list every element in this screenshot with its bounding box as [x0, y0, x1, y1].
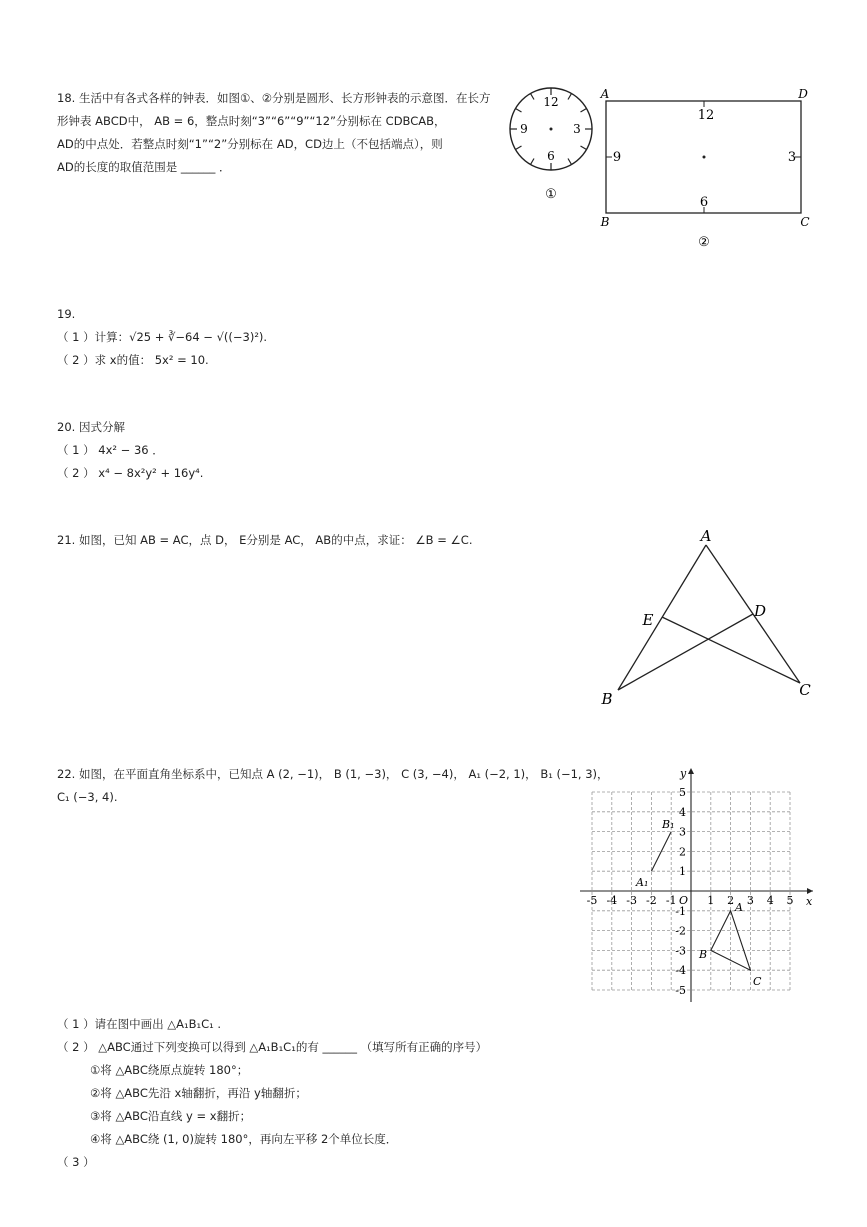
- x-tick-label: -5: [586, 894, 598, 907]
- y-tick-label: -3: [675, 944, 686, 958]
- y-axis-arrow-icon: [688, 768, 694, 774]
- q19-title: 19.: [57, 307, 76, 321]
- y-tick-label: -1: [675, 904, 686, 918]
- vertex-C: C: [799, 681, 811, 699]
- x-tick-label: -3: [626, 894, 637, 907]
- x-tick-label: -2: [646, 894, 657, 907]
- q22-part-2: （ 2 ） △ABC通过下列变换可以得到 △A₁B₁C₁的有 ______ （填写所有正确的序号）: [57, 1040, 488, 1054]
- q18-clock-figures: [500, 80, 820, 255]
- y-axis-label: y: [680, 767, 687, 780]
- clock-num-6: 6: [547, 149, 555, 163]
- x-tick-label: 2: [727, 894, 735, 907]
- q20-part-2: （ 2 ） x⁴ − 8x²y² + 16y⁴.: [57, 466, 204, 480]
- origin-label: O: [679, 894, 689, 907]
- y-tick-label: -2: [675, 924, 686, 938]
- x-tick-label: -1: [665, 894, 677, 907]
- y-tick-label: 5: [679, 786, 686, 799]
- vertex-D: D: [798, 87, 808, 101]
- y-tick-label: -4: [675, 964, 686, 978]
- q21-triangle-figure: [590, 525, 820, 715]
- y-tick-label: 3: [679, 825, 686, 839]
- figure-2-caption: ②: [698, 235, 710, 250]
- q22-coordinate-grid: [575, 762, 820, 1007]
- q19-part-2: （ 2 ）求 x的值： 5x² = 10.: [57, 353, 209, 367]
- vertex-C: C: [800, 215, 810, 229]
- figure-1-caption: ①: [545, 187, 557, 202]
- point-label-C: C: [753, 975, 762, 988]
- y-tick-label: 4: [679, 805, 686, 819]
- round-clock: [510, 88, 592, 202]
- q22-part-1: （ 1 ）请在图中画出 △A₁B₁C₁ .: [57, 1017, 222, 1031]
- q21-text: 21. 如图，已知 AB = AC，点 D， E分别是 AC， AB的中点，求证： ∠B = ∠C.: [57, 533, 473, 547]
- q18-line-4: AD的长度的取值范围是 ______ ．: [57, 160, 231, 174]
- vertex-B: B: [600, 215, 610, 229]
- clock-num-9: 9: [520, 122, 528, 136]
- q22-part-3: （ 3 ）: [57, 1155, 95, 1169]
- vertex-E: E: [642, 611, 654, 629]
- rect-num-6: 6: [699, 195, 709, 210]
- q18-line-2: 形钟表 ABCD中， AB = 6，整点时刻“3”“6”“9”“12”分别标在 CDBCAB，: [57, 114, 446, 128]
- point-label-A: A: [735, 901, 743, 914]
- y-tick-label: -5: [675, 984, 686, 997]
- x-tick-label: 5: [786, 894, 794, 907]
- vertex-A: A: [600, 87, 610, 101]
- q20-title: 20. 因式分解: [57, 420, 125, 434]
- q22-option-4: ④将 △ABC绕 (1, 0)旋转 180°，再向左平移 2个单位长度．: [90, 1132, 398, 1146]
- q22-option-3: ③将 △ABC沿直线 y = x翻折；: [90, 1109, 252, 1123]
- x-axis-arrow-icon: [807, 888, 813, 894]
- x-tick-label: 3: [746, 894, 754, 907]
- x-tick-label: -4: [606, 894, 618, 907]
- y-tick-label: 2: [679, 845, 686, 859]
- clock-num-3: 3: [573, 122, 581, 136]
- y-tick-label: 1: [679, 865, 686, 879]
- q20-part-1: （ 1 ） 4x² − 36 ．: [57, 443, 164, 457]
- point-label-A1: A₁: [636, 876, 649, 889]
- vertex-B: B: [601, 690, 613, 708]
- q22-line-1: 22. 如图，在平面直角坐标系中，已知点 A (2, −1)， B (1, −3)， C (3, −4)， A₁ (−2, 1)， B₁ (−1, 3)，: [57, 767, 609, 781]
- point-label-B1: B₁: [662, 818, 675, 831]
- x-tick-label: 4: [766, 894, 774, 907]
- x-tick-label: 1: [707, 894, 715, 907]
- rect-num-9: 9: [612, 150, 622, 165]
- q18-line-1: 18. 生活中有各式各样的钟表．如图①、②分别是圆形、长方形钟表的示意图．在长方: [57, 91, 491, 105]
- clock-num-12: 12: [543, 95, 559, 109]
- rect-num-3: 3: [787, 150, 797, 165]
- q18-line-3: AD的中点处．若整点时刻“1”“2”分别标在 AD，CD边上（不包括端点），则: [57, 137, 443, 151]
- q22-line-2: C₁ (−3, 4).: [57, 790, 118, 804]
- q22-option-1: ①将 △ABC绕原点旋转 180°；: [90, 1063, 249, 1077]
- vertex-A: A: [700, 527, 712, 545]
- rect-clock: [600, 87, 810, 250]
- x-axis-label: x: [806, 895, 813, 908]
- q22-option-2: ②将 △ABC先沿 x轴翻折，再沿 y轴翻折；: [90, 1086, 307, 1100]
- rect-num-12: 12: [697, 108, 715, 123]
- q19-part-1: （ 1 ）计算：√25 + ∛−64 − √((−3)²).: [57, 330, 268, 344]
- point-label-B: B: [699, 948, 708, 961]
- vertex-D: D: [753, 602, 767, 620]
